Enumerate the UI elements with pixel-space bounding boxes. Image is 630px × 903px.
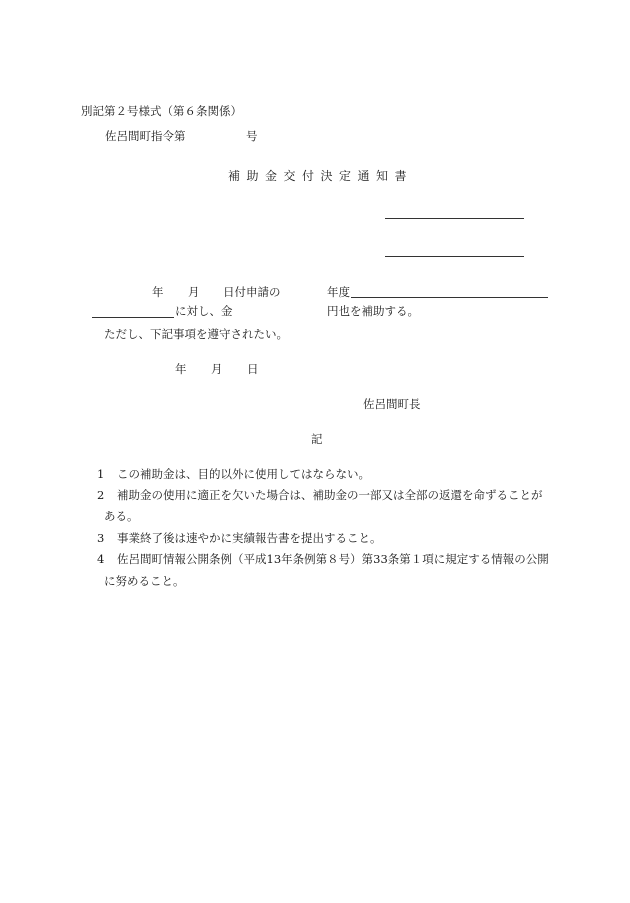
item-text: 事業終了後は速やかに実績報告書を提出すること。 [117,531,382,545]
body-amount-suffix: 円也を補助する。 [327,304,419,318]
item-text: 佐呂間町情報公開条例（平成13年条例第８号）第33条第１項に規定する情報の公開 [117,552,549,566]
body-month: 月 [188,285,200,299]
item-number: 2 [97,488,105,502]
item-continuation: に努めること。 [104,574,185,588]
ki-heading: 記 [311,432,323,446]
issue-day: 日 [247,362,259,376]
form-label: 別記第２号様式（第６条関係） [81,104,242,118]
item-number: 3 [97,531,105,545]
reference-prefix: 佐呂間町指令第 [105,129,186,143]
body-date-suffix: 日付申請の [223,285,281,299]
addressee-name-line [385,256,524,257]
body-instruction: ただし、下記事項を遵守されたい。 [104,327,288,341]
issue-month: 月 [211,362,223,376]
body-regarding: に対し、金 [175,304,233,318]
issuer-name: 佐呂間町長 [363,397,421,411]
item-text: 補助金の使用に適正を欠いた場合は、補助金の一部又は全部の返還を命ずることが [117,488,543,502]
project-name-line [351,297,548,298]
document-title: 補助金交付決定通知書 [228,169,414,183]
body-fiscal-year: 年度 [327,285,350,299]
reference-suffix: 号 [246,129,258,143]
item-text: この補助金は、目的以外に使用してはならない。 [117,467,370,481]
item-number: 4 [97,552,105,566]
issue-year: 年 [175,362,187,376]
project-title-line [92,317,174,318]
item-continuation: ある。 [104,509,139,523]
item-number: 1 [97,467,105,481]
body-year: 年 [152,285,164,299]
addressee-address-line [385,218,524,219]
